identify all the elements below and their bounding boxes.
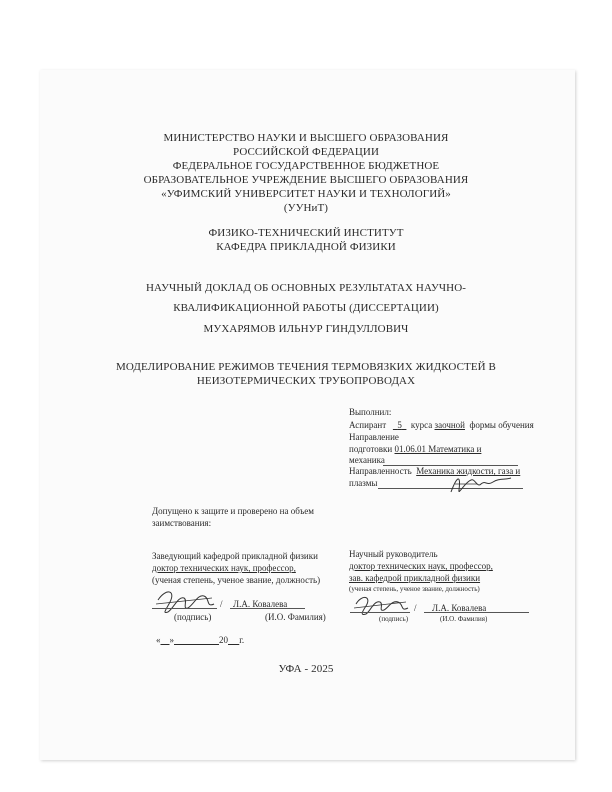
training-line: подготовки 01.06.01 Математика и (349, 444, 482, 454)
thesis-title-line1: МОДЕЛИРОВАНИЕ РЕЖИМОВ ТЕЧЕНИЯ ТЕРМОВЯЗКИХ ЖИДКОСТЕЙ В (116, 361, 496, 373)
supervisor-slash: / (414, 603, 417, 613)
supervisor-degree: доктор технических наук, профессор, (349, 561, 493, 571)
federal-line: ФЕДЕРАЛЬНОЕ ГОСУДАРСТВЕННОЕ БЮДЖЕТНОЕ (172, 160, 440, 172)
head-position: Заведующий кафедрой прикладной физики (152, 551, 318, 561)
federation-line: РОССИЙСКОЙ ФЕДЕРАЦИИ (232, 146, 380, 158)
supervisor-degree-caption: (ученая степень, ученое звание, должность) (349, 585, 480, 593)
admission-line1: Допущено к защите и проверено на объем (152, 506, 314, 516)
aspirant-line: Аспирант 5 курса заочной формы обучения (349, 420, 534, 430)
supervisor-title: Научный руководитель (349, 549, 438, 559)
university-abbr: (УУНиТ) (283, 202, 329, 214)
head-name-line (230, 608, 305, 609)
report-title-line1: НАУЧНЫЙ ДОКЛАД ОБ ОСНОВНЫХ РЕЗУЛЬТАТАХ НАУЧНО- (145, 282, 467, 294)
focus-line2: плазмы (349, 478, 378, 488)
institute-name: ФИЗИКО-ТЕХНИЧЕСКИЙ ИНСТИТУТ (208, 227, 404, 239)
city-year: УФА - 2025 (278, 663, 334, 675)
head-signature-line (152, 608, 217, 609)
performer-label: Выполнил: (349, 407, 392, 417)
institution-line: ОБРАЗОВАТЕЛЬНОЕ УЧРЕЖДЕНИЕ ВЫСШЕГО ОБРАЗОВАНИЯ (143, 174, 469, 186)
university-line: «УФИМСКИЙ УНИВЕРСИТЕТ НАУКИ И ТЕХНОЛОГИЙ» (161, 188, 451, 200)
supervisor-name-line (424, 612, 529, 613)
date-line: « » 20 г. (156, 635, 245, 645)
supervisor-signature-line (350, 612, 410, 613)
thesis-title-line2: НЕИЗОТЕРМИЧЕСКИХ ТРУБОПРОВОДАХ (196, 375, 416, 387)
performer-signature (447, 472, 517, 500)
supervisor-name: Л.А. Ковалева (432, 603, 487, 613)
head-name: Л.А. Ковалева (233, 599, 288, 609)
supervisor-position: зав. кафедрой прикладной физики (349, 573, 481, 583)
head-degree: доктор технических наук, профессор, (152, 563, 296, 573)
head-degree-caption: (ученая степень, ученое звание, должность) (152, 575, 321, 585)
head-sig-caption: (подпись) (174, 612, 212, 622)
direction-label: Направление (349, 432, 399, 442)
ministry-line: МИНИСТЕРСТВО НАУКИ И ВЫСШЕГО ОБРАЗОВАНИЯ (163, 132, 449, 144)
head-slash: / (220, 599, 223, 609)
focus-line: Направленность Механика жидкости, газа и (349, 466, 521, 476)
author-name: МУХАРЯМОВ ИЛЬНУР ГИНДУЛЛОВИЧ (203, 323, 409, 335)
training-line2: механика (349, 455, 385, 465)
department-name: КАФЕДРА ПРИКЛАДНОЙ ФИЗИКИ (216, 241, 396, 253)
report-title-line2: КВАЛИФИКАЦИОННОЙ РАБОТЫ (ДИССЕРТАЦИИ) (173, 302, 439, 314)
supervisor-sig-caption: (подпись) (379, 615, 409, 623)
admission-line2: заимствования: (152, 518, 212, 528)
head-name-caption: (И.О. Фамилия) (265, 612, 326, 622)
supervisor-name-caption: (И.О. Фамилия) (440, 615, 488, 623)
